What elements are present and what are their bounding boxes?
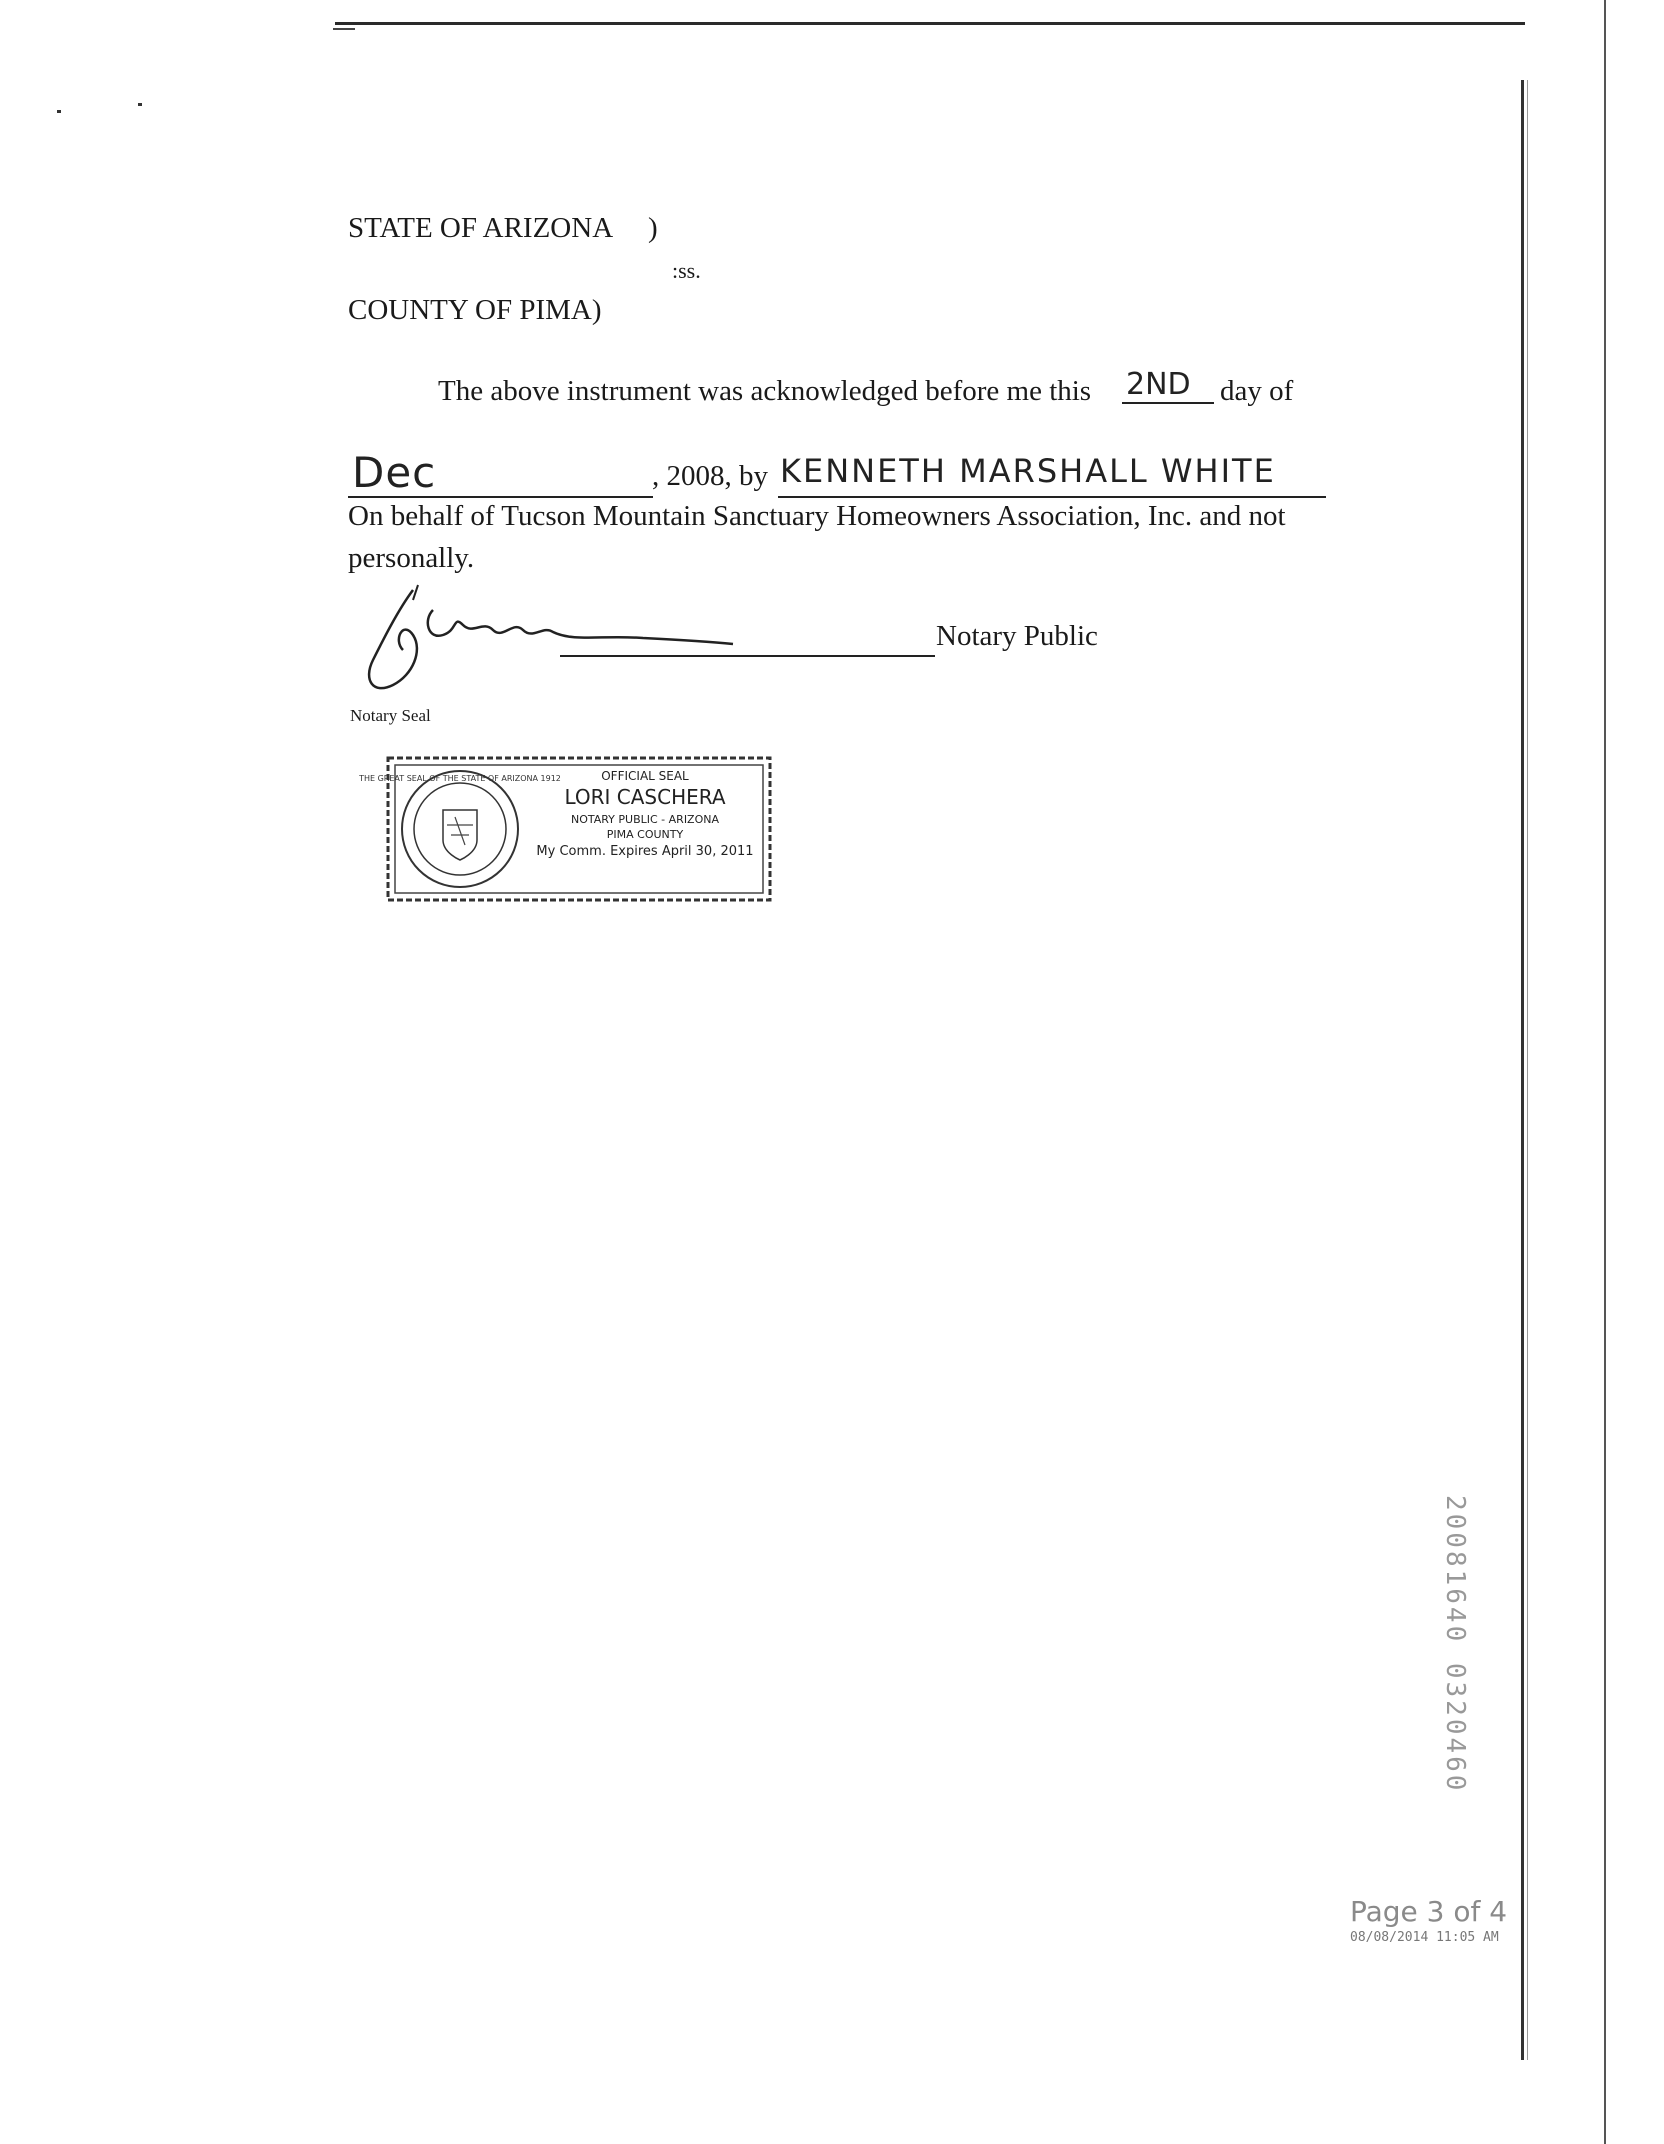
notary-signature [343, 580, 943, 700]
day-handwriting [1122, 358, 1214, 402]
page-number: Page 3 of 4 [1350, 1895, 1508, 1928]
day-value: 2ND [1126, 367, 1191, 402]
ack-line4: personally. [348, 542, 475, 574]
notary-public-label: Notary Public [936, 620, 1098, 652]
recording-number: 20081640 0320460 [1440, 1495, 1470, 1794]
recording-number-vertical [1436, 1495, 1476, 1794]
ack-line1-prefix: The above instrument was acknowledged before me this [438, 375, 1092, 407]
signature-scribble [343, 580, 943, 700]
top-rule [335, 22, 1525, 25]
scan-speck [57, 110, 61, 113]
seal-title: OFFICIAL SEAL [601, 769, 689, 783]
venue-state-paren: ) [648, 212, 658, 244]
right-margin-rule-shadow [1527, 80, 1528, 2060]
venue-state: STATE OF ARIZONA [348, 212, 614, 244]
ack-line2-mid: , 2008, by [652, 460, 768, 492]
seal-name: LORI CASCHERA [564, 785, 726, 809]
seal-expires: My Comm. Expires April 30, 2011 [536, 844, 754, 859]
venue-county: COUNTY OF PIMA) [348, 294, 602, 326]
ack-line3: On behalf of Tucson Mountain Sanctuary Homeowners Association, Inc. and not [348, 500, 1286, 532]
official-seal-stamp [359, 755, 773, 903]
venue-ss: :ss. [672, 258, 701, 283]
day-blank [1122, 358, 1214, 404]
seal-role: NOTARY PUBLIC - ARIZONA [570, 813, 720, 826]
seal-ring-text: THE GREAT SEAL OF THE STATE OF ARIZONA 1912 [359, 774, 561, 783]
page-timestamp: 08/08/2014 11:05 AM [1350, 1930, 1499, 1945]
month-value: Dec [352, 448, 437, 497]
signer-blank [778, 446, 1326, 498]
signer-name: KENNETH MARSHALL WHITE [780, 452, 1276, 490]
page-edge [1604, 0, 1606, 2144]
scan-speck [138, 103, 142, 106]
signature-line [560, 655, 935, 657]
ack-line1-suffix: day of [1220, 375, 1294, 407]
month-blank [348, 446, 653, 498]
seal-county: PIMA COUNTY [606, 828, 684, 841]
notary-seal-label: Notary Seal [350, 706, 431, 725]
right-margin-rule [1521, 80, 1524, 2060]
top-rule-mark [333, 28, 355, 30]
